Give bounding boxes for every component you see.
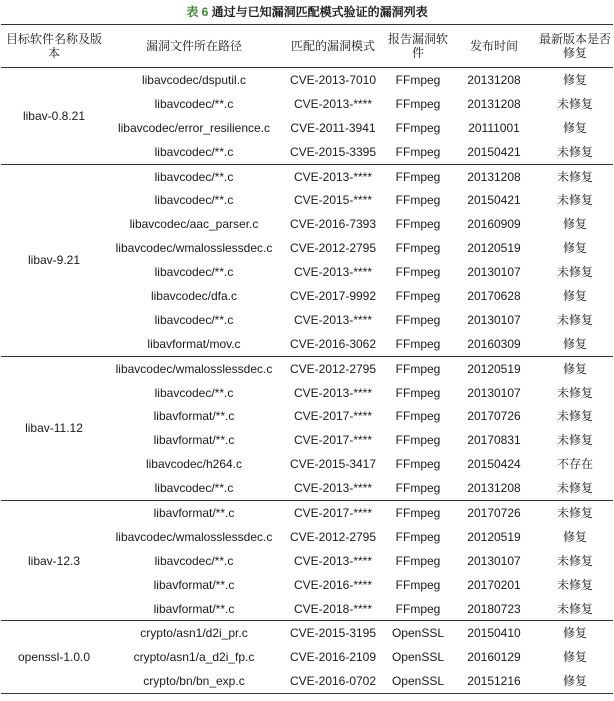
vuln-pattern-cell: CVE-2016-7393 [289, 217, 377, 232]
publish-date-cell: 20160129 [467, 650, 521, 665]
publish-date-cell: 20111001 [468, 120, 520, 135]
vuln-pattern-cell: CVE-2017-**** [293, 433, 373, 448]
publish-date-cell: 20170831 [467, 433, 521, 448]
fixed-status-cell: 修复 [562, 217, 587, 232]
reporting-software-cell: FFmpeg [395, 217, 441, 232]
software-cell: openssl-1.0.0 [1, 621, 107, 694]
reporting-software-cell: FFmpeg [395, 288, 441, 303]
vuln-pattern-cell: CVE-2013-**** [293, 553, 373, 568]
publish-date-cell: 20131208 [451, 68, 537, 92]
file-path-cell: libavcodec/**.c [107, 164, 281, 188]
fixed-status-cell: 修复 [562, 288, 587, 303]
fixed-status-cell: 修复 [537, 356, 613, 380]
vuln-pattern-cell: CVE-2017-9992 [289, 288, 377, 303]
reporting-software-cell: FFmpeg [395, 529, 441, 544]
vuln-pattern-cell: CVE-2013-7010 [281, 68, 385, 92]
reporting-software-cell: OpenSSL [391, 650, 445, 665]
fixed-status-cell: 未修复 [556, 577, 593, 592]
table-row [1, 164, 613, 188]
header-software: 目标软件名称及版本 [1, 25, 107, 68]
file-path-cell: libavformat/mov.c [107, 332, 281, 356]
publish-date-cell: 20160909 [467, 217, 521, 232]
file-path-cell: libavcodec/**.c [154, 312, 234, 327]
table-row [1, 501, 613, 525]
publish-date-cell: 20120519 [467, 529, 521, 544]
software-cell: libav-12.3 [1, 501, 107, 621]
table-caption [0, 0, 614, 24]
publish-date-cell: 20170628 [467, 288, 521, 303]
vuln-pattern-cell: CVE-2013-**** [293, 265, 373, 280]
software-cell: libav-0.8.21 [1, 68, 107, 165]
fixed-status-cell: 未修复 [537, 140, 613, 164]
fixed-status-cell: 未修复 [537, 476, 613, 500]
file-path-cell: libavformat/**.c [153, 409, 235, 424]
file-path-cell: libavcodec/**.c [154, 385, 234, 400]
vuln-pattern-cell: CVE-2012-2795 [289, 529, 377, 544]
fixed-status-cell: 修复 [537, 332, 613, 356]
file-path-cell: libavcodec/**.c [154, 193, 234, 208]
publish-date-cell: 20170726 [467, 409, 521, 424]
publish-date-cell: 20130107 [467, 312, 521, 327]
vuln-pattern-cell: CVE-2013-**** [281, 164, 385, 188]
fixed-status-cell: 未修复 [556, 312, 593, 327]
file-path-cell: libavformat/**.c [107, 501, 281, 525]
publish-date-cell: 20131208 [451, 476, 537, 500]
fixed-status-cell: 未修复 [537, 597, 613, 621]
reporting-software-cell: FFmpeg [395, 409, 441, 424]
reporting-software-cell: FFmpeg [385, 164, 451, 188]
file-path-cell: crypto/bn/bn_exp.c [107, 669, 281, 693]
file-path-cell: libavcodec/**.c [154, 553, 234, 568]
file-path-cell: libavformat/**.c [153, 433, 235, 448]
file-path-cell: libavcodec/wmalosslessdec.c [115, 529, 273, 544]
reporting-software-cell: FFmpeg [395, 385, 441, 400]
publish-date-cell: 20131208 [451, 164, 537, 188]
vuln-pattern-cell: CVE-2018-**** [281, 597, 385, 621]
reporting-software-cell: FFmpeg [395, 553, 441, 568]
vuln-pattern-cell: CVE-2015-3417 [289, 457, 377, 472]
reporting-software-cell: OpenSSL [385, 621, 451, 645]
vuln-pattern-cell: CVE-2012-2795 [281, 356, 385, 380]
file-path-cell: libavcodec/error_resilience.c [117, 120, 271, 135]
reporting-software-cell: OpenSSL [385, 669, 451, 693]
publish-date-cell: 20131208 [467, 96, 521, 111]
vuln-pattern-cell: CVE-2016-3062 [281, 332, 385, 356]
reporting-software-cell: FFmpeg [395, 241, 441, 256]
vuln-pattern-cell: CVE-2013-**** [293, 312, 373, 327]
file-path-cell: libavcodec/**.c [107, 140, 281, 164]
fixed-status-cell: 修复 [562, 650, 587, 665]
publish-date-cell: 20160309 [451, 332, 537, 356]
header-reporting-software: 报告漏洞软件 [385, 25, 451, 68]
header-publish-date: 发布时间 [451, 25, 537, 68]
table-row [1, 356, 613, 380]
file-path-cell: libavcodec/dsputil.c [107, 68, 281, 92]
fixed-status-cell: 未修复 [556, 193, 593, 208]
fixed-status-cell: 未修复 [537, 501, 613, 525]
reporting-software-cell: FFmpeg [385, 140, 451, 164]
reporting-software-cell: FFmpeg [385, 597, 451, 621]
vuln-pattern-cell: CVE-2017-**** [281, 501, 385, 525]
table-number: 表 6 [186, 5, 209, 19]
fixed-status-cell: 修复 [537, 621, 613, 645]
fixed-status-cell: 修复 [537, 669, 613, 693]
publish-date-cell: 20151216 [451, 669, 537, 693]
file-path-cell: libavcodec/**.c [107, 476, 281, 500]
file-path-cell: libavcodec/dfa.c [150, 288, 238, 303]
publish-date-cell: 20130107 [467, 265, 521, 280]
vuln-pattern-cell: CVE-2013-**** [281, 476, 385, 500]
file-path-cell: crypto/asn1/a_d2i_fp.c [133, 650, 255, 665]
header-fixed-status: 最新版本是否修复 [537, 25, 613, 68]
fixed-status-cell: 修复 [562, 529, 587, 544]
vuln-pattern-cell: CVE-2015-3195 [281, 621, 385, 645]
header-row [1, 25, 613, 68]
vuln-pattern-cell: CVE-2016-0702 [281, 669, 385, 693]
reporting-software-cell: FFmpeg [395, 312, 441, 327]
file-path-cell: libavcodec/wmalosslessdec.c [107, 356, 281, 380]
publish-date-cell: 20120519 [451, 356, 537, 380]
vuln-pattern-cell: CVE-2017-**** [293, 409, 373, 424]
publish-date-cell: 20130107 [467, 385, 521, 400]
publish-date-cell: 20170201 [467, 577, 521, 592]
fixed-status-cell: 未修复 [556, 409, 593, 424]
reporting-software-cell: FFmpeg [385, 68, 451, 92]
reporting-software-cell: FFmpeg [385, 332, 451, 356]
publish-date-cell: 20180723 [451, 597, 537, 621]
vuln-pattern-cell: CVE-2015-**** [293, 193, 373, 208]
file-path-cell: libavformat/**.c [153, 577, 235, 592]
publish-date-cell: 20170726 [451, 501, 537, 525]
software-cell: libav-11.12 [1, 356, 107, 500]
reporting-software-cell: FFmpeg [395, 120, 441, 135]
vuln-pattern-cell: CVE-2015-3395 [281, 140, 385, 164]
publish-date-cell: 20130107 [467, 553, 521, 568]
reporting-software-cell: FFmpeg [385, 356, 451, 380]
reporting-software-cell: FFmpeg [395, 265, 441, 280]
reporting-software-cell: FFmpeg [395, 577, 441, 592]
file-path-cell: libavcodec/**.c [154, 265, 234, 280]
file-path-cell: crypto/asn1/d2i_pr.c [107, 621, 281, 645]
file-path-cell: libavcodec/h264.c [145, 457, 243, 472]
vuln-pattern-cell: CVE-2011-3941 [290, 120, 376, 135]
vuln-pattern-cell: CVE-2012-2795 [289, 241, 377, 256]
table-body [1, 68, 613, 694]
reporting-software-cell: FFmpeg [395, 193, 441, 208]
reporting-software-cell: FFmpeg [385, 501, 451, 525]
fixed-status-cell: 修复 [562, 241, 587, 256]
vuln-pattern-cell: CVE-2016-**** [293, 577, 373, 592]
vulnerability-table [1, 24, 613, 694]
header-vuln-pattern: 匹配的漏洞模式 [281, 25, 385, 68]
fixed-status-cell: 未修复 [556, 96, 593, 111]
header-file-path: 漏洞文件所在路径 [107, 25, 281, 68]
file-path-cell: libavcodec/aac_parser.c [129, 217, 259, 232]
fixed-status-cell: 未修复 [537, 164, 613, 188]
publish-date-cell: 20120519 [467, 241, 521, 256]
vuln-pattern-cell: CVE-2013-**** [293, 385, 373, 400]
fixed-status-cell: 修复 [537, 68, 613, 92]
file-path-cell: libavcodec/**.c [154, 96, 234, 111]
reporting-software-cell: FFmpeg [395, 433, 441, 448]
reporting-software-cell: FFmpeg [395, 96, 441, 111]
publish-date-cell: 20150421 [451, 140, 537, 164]
vuln-pattern-cell: CVE-2013-**** [293, 96, 373, 111]
fixed-status-cell: 未修复 [556, 553, 593, 568]
publish-date-cell: 20150421 [467, 193, 521, 208]
fixed-status-cell: 不存在 [556, 457, 593, 472]
file-path-cell: libavcodec/wmalosslessdec.c [115, 241, 273, 256]
publish-date-cell: 20150424 [467, 457, 521, 472]
vuln-pattern-cell: CVE-2016-2109 [289, 650, 377, 665]
software-cell: libav-9.21 [1, 164, 107, 356]
table-row [1, 621, 613, 645]
table-row [1, 68, 613, 92]
fixed-status-cell: 未修复 [556, 433, 593, 448]
fixed-status-cell: 未修复 [556, 385, 593, 400]
fixed-status-cell: 未修复 [556, 265, 593, 280]
reporting-software-cell: FFmpeg [395, 457, 441, 472]
file-path-cell: libavformat/**.c [107, 597, 281, 621]
reporting-software-cell: FFmpeg [385, 476, 451, 500]
table-title: 通过与已知漏洞匹配模式验证的漏洞列表 [211, 5, 428, 19]
fixed-status-cell: 修复 [562, 120, 587, 135]
publish-date-cell: 20150410 [451, 621, 537, 645]
